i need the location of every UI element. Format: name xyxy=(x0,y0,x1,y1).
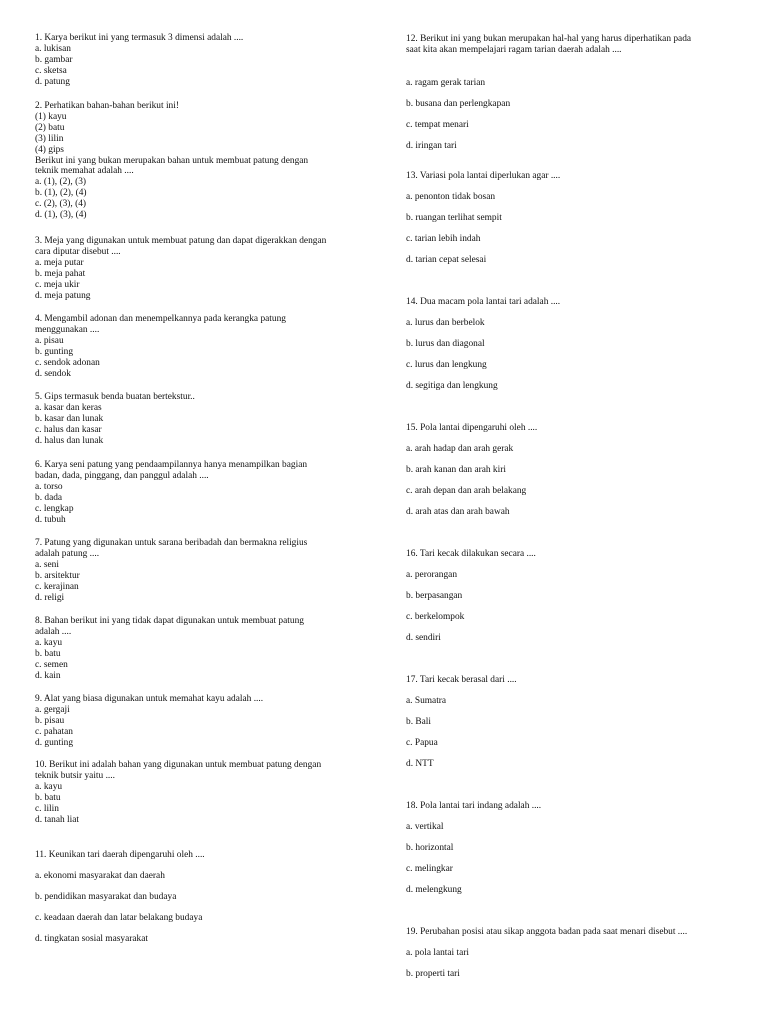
answer-option[interactable]: c. berkelompok xyxy=(406,612,465,622)
answer-option[interactable]: c. sendok adonan xyxy=(35,357,100,368)
answer-option[interactable]: c. melingkar xyxy=(406,864,453,874)
answer-option[interactable]: a. kayu xyxy=(35,781,63,792)
answer-option[interactable]: d. sendok xyxy=(35,368,71,379)
question-text: teknik memahat adalah .... xyxy=(35,166,134,177)
answer-option[interactable]: a. kasar dan keras xyxy=(35,402,102,413)
question-text: Dua macam pola lantai tari adalah .... xyxy=(420,297,561,307)
answer-option[interactable]: b. (1), (2), (4) xyxy=(35,188,87,199)
question-number: 18. xyxy=(406,801,418,811)
question-text: Pola lantai dipengaruhi oleh .... xyxy=(420,423,538,433)
question-text: Tari kecak berasal dari .... xyxy=(419,675,517,685)
answer-option[interactable]: b. kasar dan lunak xyxy=(35,413,104,424)
question-line-continued xyxy=(35,471,370,482)
question-line-continued xyxy=(35,325,370,336)
question-line-continued xyxy=(35,166,370,177)
answer-option[interactable]: a. perorangan xyxy=(406,570,458,580)
question-number: 9. xyxy=(35,694,43,704)
answer-option[interactable]: b. batu xyxy=(35,648,61,659)
answer-option[interactable]: d. melengkung xyxy=(406,885,462,895)
question-text: Berikut ini yang bukan merupakan bahan untuk membuat patung dengan xyxy=(35,155,309,166)
answer-option[interactable]: d. sendiri xyxy=(406,633,441,643)
answer-option[interactable]: b. batu xyxy=(35,792,61,803)
question-text: teknik butsir yaitu .... xyxy=(35,770,115,781)
question-line xyxy=(35,392,370,403)
question-number: 19. xyxy=(406,927,418,937)
question-block xyxy=(35,314,370,379)
answer-option[interactable]: c. semen xyxy=(35,659,68,670)
question-line xyxy=(35,236,370,247)
question-number: 11. xyxy=(35,850,47,860)
answer-option[interactable]: a. lurus dan berbelok xyxy=(406,318,485,328)
answer-option[interactable]: a. kayu xyxy=(35,637,63,648)
answer-option[interactable]: c. tarian lebih indah xyxy=(406,234,481,244)
question-line-continued xyxy=(406,45,622,56)
answer-option[interactable]: d. religi xyxy=(35,592,65,603)
answer-option[interactable]: a. Sumatra xyxy=(406,696,447,706)
question-line xyxy=(35,460,370,471)
question-text: Patung yang digunakan untuk sarana beribadah dan bermakna religius xyxy=(44,538,308,548)
question-text: badan, dada, pinggang, dan panggul adalah .... xyxy=(35,470,209,481)
answer-option[interactable]: c. meja ukir xyxy=(35,279,80,290)
question-text: Gips termasuk benda buatan bertekstur.. xyxy=(44,392,195,402)
question-line xyxy=(35,616,370,627)
answer-option[interactable]: d. arah atas dan arah bawah xyxy=(406,507,510,517)
question-text: (3) lilin xyxy=(35,133,64,144)
question-text: Bahan berikut ini yang tidak dapat digunakan untuk membuat patung xyxy=(44,616,304,626)
question-block xyxy=(35,33,370,88)
question-block xyxy=(35,392,370,447)
question-block xyxy=(35,101,370,221)
question-number: 16. xyxy=(406,549,418,559)
answer-option[interactable]: a. gergaji xyxy=(35,704,70,715)
question-block xyxy=(35,460,370,525)
question-text: Mengambil adonan dan menempelkannya pada kerangka patung xyxy=(44,314,286,324)
question-number: 5. xyxy=(35,392,43,402)
question-line xyxy=(35,538,370,549)
answer-option[interactable]: c. lilin xyxy=(35,803,59,814)
question-text: (4) gips xyxy=(35,144,64,155)
question-line xyxy=(406,801,541,812)
answer-option[interactable]: d. halus dan lunak xyxy=(35,435,104,446)
answer-option[interactable]: b. lurus dan diagonal xyxy=(406,339,485,349)
question-text: cara diputar disebut .... xyxy=(35,246,121,257)
answer-option[interactable]: b. pisau xyxy=(35,715,65,726)
question-text: (2) batu xyxy=(35,122,65,133)
question-text: Perubahan posisi atau sikap anggota badan pada saat menari disebut .... xyxy=(420,927,688,937)
answer-option[interactable]: a. seni xyxy=(35,559,59,570)
answer-option[interactable]: c. pahatan xyxy=(35,726,73,737)
question-line-continued xyxy=(35,156,370,167)
answer-option[interactable]: d. NTT xyxy=(406,759,434,769)
question-line-continued xyxy=(35,112,370,123)
answer-option[interactable]: b. horizontal xyxy=(406,843,454,853)
question-number: 14. xyxy=(406,297,418,307)
question-number: 7. xyxy=(35,538,43,548)
answer-option[interactable]: d. segitiga dan lengkung xyxy=(406,381,498,391)
question-text: (1) kayu xyxy=(35,111,67,122)
question-number: 6. xyxy=(35,460,43,470)
answer-option[interactable]: c. (2), (3), (4) xyxy=(35,199,87,210)
question-line xyxy=(35,694,370,705)
question-number: 2. xyxy=(35,101,43,111)
question-line xyxy=(406,34,691,45)
question-number: 10. xyxy=(35,760,47,770)
question-line-continued xyxy=(35,247,370,258)
answer-option[interactable]: b. berpasangan xyxy=(406,591,463,601)
answer-option[interactable]: b. dada xyxy=(35,492,63,503)
question-block xyxy=(35,616,370,681)
answer-option[interactable]: d. kain xyxy=(35,670,61,681)
answer-option[interactable]: a. arah hadap dan arah gerak xyxy=(406,444,514,454)
question-number: 17. xyxy=(406,675,418,685)
question-number: 15. xyxy=(406,423,418,433)
question-block xyxy=(35,694,370,749)
question-text: saat kita akan mempelajari ragam tarian daerah adalah .... xyxy=(406,45,622,55)
answer-option[interactable]: c. sketsa xyxy=(35,65,67,76)
question-line xyxy=(35,101,370,112)
answer-option[interactable]: a. penonton tidak bosan xyxy=(406,192,496,202)
answer-option[interactable]: a. torso xyxy=(35,481,63,492)
answer-option[interactable]: c. arah depan dan arah belakang xyxy=(406,486,527,496)
answer-option[interactable]: c. lengkap xyxy=(35,503,74,514)
question-line xyxy=(406,171,560,182)
question-text: adalah patung .... xyxy=(35,548,100,559)
answer-option[interactable]: a. ekonomi masyarakat dan daerah xyxy=(35,871,165,881)
answer-option[interactable]: b. arah kanan dan arah kiri xyxy=(406,465,506,475)
answer-option[interactable]: b. arsitektur xyxy=(35,570,80,581)
answer-option[interactable]: b. Bali xyxy=(406,717,431,727)
answer-option[interactable]: a. pisau xyxy=(35,335,64,346)
question-line-continued xyxy=(35,134,370,145)
answer-option[interactable]: c. lurus dan lengkung xyxy=(406,360,487,370)
question-line xyxy=(406,423,537,434)
answer-option[interactable]: a. (1), (2), (3) xyxy=(35,177,87,188)
question-line xyxy=(406,675,517,686)
answer-option[interactable]: c. halus dan kasar xyxy=(35,424,102,435)
answer-option[interactable]: d. meja patung xyxy=(35,290,91,301)
question-text: menggunakan .... xyxy=(35,324,100,335)
question-number: 12. xyxy=(406,34,418,44)
answer-option[interactable]: c. keadaan daerah dan latar belakang budaya xyxy=(35,913,203,923)
question-line-continued xyxy=(35,123,370,134)
question-line xyxy=(35,314,370,325)
question-line xyxy=(406,927,687,938)
question-block xyxy=(35,760,370,825)
answer-option[interactable]: d. tanah liat xyxy=(35,814,79,825)
answer-option[interactable]: c. Papua xyxy=(406,738,438,748)
question-line-continued xyxy=(35,145,370,156)
question-text: Alat yang biasa digunakan untuk memahat kayu adalah .... xyxy=(43,694,264,704)
question-number: 4. xyxy=(35,314,43,324)
answer-option[interactable]: d. tingkatan sosial masyarakat xyxy=(35,934,148,944)
answer-option[interactable]: b. meja pahat xyxy=(35,268,86,279)
question-text: Karya berikut ini yang termasuk 3 dimensi adalah .... xyxy=(44,33,244,43)
question-text: Tari kecak dilakukan secara .... xyxy=(419,549,536,559)
question-number: 3. xyxy=(35,236,43,246)
answer-option[interactable]: d. gunting xyxy=(35,737,74,748)
answer-option[interactable]: b. busana dan perlengkapan xyxy=(406,99,511,109)
answer-option[interactable]: a. lukisan xyxy=(35,43,71,54)
answer-option[interactable]: a. meja putar xyxy=(35,257,84,268)
answer-option[interactable]: d. (1), (3), (4) xyxy=(35,210,87,221)
answer-option[interactable]: c. tempat menari xyxy=(406,120,469,130)
question-text: Variasi pola lantai diperlukan agar .... xyxy=(419,171,561,181)
question-line-continued xyxy=(35,549,370,560)
question-text: Meja yang digunakan untuk membuat patung dan dapat digerakkan dengan xyxy=(44,236,327,246)
answer-option[interactable]: b. properti tari xyxy=(406,969,460,979)
question-text: Berikut ini yang bukan merupakan hal-hal yang harus diperhatikan pada xyxy=(420,34,692,44)
answer-option[interactable]: c. kerajinan xyxy=(35,581,79,592)
answer-option[interactable]: a. vertikal xyxy=(406,822,444,832)
answer-option[interactable]: d. iringan tari xyxy=(406,141,457,151)
question-text: Karya seni patung yang pendaampilannya hanya menampilkan bagian xyxy=(44,460,308,470)
answer-option[interactable]: b. ruangan terlihat sempit xyxy=(406,213,502,223)
question-text: Berikut ini adalah bahan yang digunakan untuk membuat patung dengan xyxy=(49,760,322,770)
question-line xyxy=(406,549,536,560)
question-number: 8. xyxy=(35,616,43,626)
question-text: adalah .... xyxy=(35,626,72,637)
answer-option[interactable]: b. gambar xyxy=(35,54,73,65)
answer-option[interactable]: a. pola lantai tari xyxy=(406,948,469,958)
answer-option[interactable]: d. patung xyxy=(35,76,70,87)
question-line-continued xyxy=(35,771,370,782)
question-text: Keunikan tari daerah dipengaruhi oleh .... xyxy=(48,850,205,860)
question-number: 1. xyxy=(35,33,43,43)
answer-option[interactable]: d. tarian cepat selesai xyxy=(406,255,487,265)
question-block xyxy=(35,236,370,301)
question-number: 13. xyxy=(406,171,418,181)
answer-option[interactable]: b. pendidikan masyarakat dan budaya xyxy=(35,892,177,902)
question-line xyxy=(35,33,370,44)
answer-option[interactable]: a. ragam gerak tarian xyxy=(406,78,486,88)
question-line-continued xyxy=(35,627,370,638)
answer-option[interactable]: b. gunting xyxy=(35,346,74,357)
answer-option[interactable]: d. tubuh xyxy=(35,514,66,525)
question-line xyxy=(35,850,205,861)
question-text: Pola lantai tari indang adalah .... xyxy=(420,801,542,811)
question-text: Perhatikan bahan-bahan berikut ini! xyxy=(44,101,179,111)
question-block xyxy=(35,538,370,603)
question-line xyxy=(406,297,560,308)
question-line xyxy=(35,760,370,771)
